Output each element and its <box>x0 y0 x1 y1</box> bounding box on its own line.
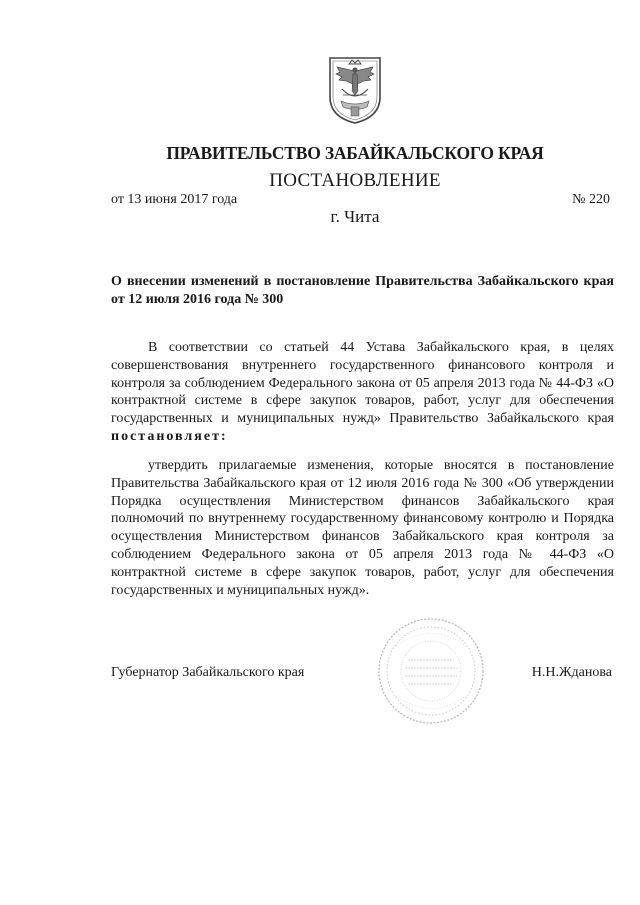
signatory-position: Губернатор Забайкальского края <box>111 665 305 680</box>
document-number: № 220 <box>572 192 610 207</box>
official-seal-stamp <box>376 616 486 726</box>
document-subject: О внесении изменений в постановление Правительства Забайкальского края от 12 июля 2016 года № 300 <box>111 274 614 307</box>
signatory-name: Н.Н.Жданова <box>531 665 612 680</box>
resolution-keyword: постановляет: <box>111 428 228 444</box>
document-city: г. Чита <box>330 207 380 226</box>
document-date: от 13 июня 2017 года <box>111 192 238 207</box>
paragraph-1-text: В соответствии со статьей 44 Устава Забайкальского края, в целях совершенствования внутреннего государственного финансового контроля и контроля за соблюдением Федерального закона от 05 апреля 2013 года № 44-ФЗ «О контрактной системе в сфере закупок товаров, работ, услуг для обеспечения государственных и муниципальных нужд» Правительство Забайкальского края <box>111 340 614 427</box>
document-type: ПОСТАНОВЛЕНИЕ <box>269 170 441 191</box>
body-paragraph-1 <box>111 339 614 446</box>
body-paragraph-2: утвердить прилагаемые изменения, которые вносятся в постановление Правительства Забайкальского края от 12 июля 2016 года № 300 «Об утверждении Порядка осуществления Министерством финансов Забайкальского края полномочий по внутреннему государственному финансовому контролю и Порядка осуществления Министерством финансов Забайкальского края контроля за соблюдением Федерального закона от 05 апреля 2013 года № 44-ФЗ «О контрактной системе в сфере закупок товаров, работ, услуг для обеспечения государственных и муниципальных нужд». <box>111 458 614 598</box>
coat-of-arms-emblem <box>327 55 383 125</box>
government-title: ПРАВИТЕЛЬСТВО ЗАБАЙКАЛЬСКОГО КРАЯ <box>166 143 544 163</box>
